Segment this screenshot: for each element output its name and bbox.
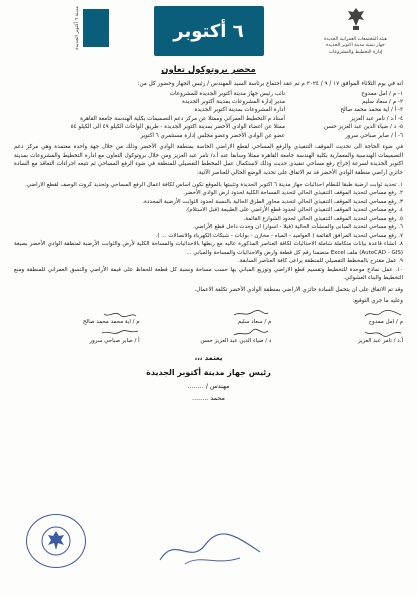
official-seal-icon <box>26 514 86 568</box>
signature-mark-icon <box>100 309 140 319</box>
attendee-row: ٥- د / ضياء الدين عبد العزيز حسن ممثلا عن اعضاء الوادي الأخضر بمدينة اكتوبر الجديدة - طريق الواحات الكيلو ٤٩ الى الكيلو ٥٤ <box>70 124 403 131</box>
city-mark-label: مدينة ٦ أكتوبر الجديدة <box>74 6 80 50</box>
city-logo <box>149 6 269 56</box>
list-item: ١. تحديد ثوابت ارضية طبقا للنظام احداثيات جهاز مدينة ٦ اكتوبر الجديدة وتثبيتها بالموقع تكون اساس لكافة اعمال الرفع المساحي وتحديد كروت الوصف لقطع الاراضي. <box>25 181 403 188</box>
signature-block: م / سعاد سليم <box>146 309 272 327</box>
attendee-row: ٦- أ / صابر صباحي سرور عضو عن الوادي الأخضر وعضو مجلس إدارة مستثمري ٦ اكتوبر <box>140 132 403 139</box>
issuer-line-1: هيئة المجتمعات العمرانية الجديدة <box>324 37 387 43</box>
city-logo-badge <box>154 6 264 56</box>
meeting-intro: انه في يوم الثلاثاء الموافق ١٧ / ٩ / ٢٠٢٤ م تم عقد اجتماع برئاسة السيد المهندس / رئيس الجهاز وحضور كل من: <box>137 80 403 87</box>
signature-block: م / اية محمد محمد صالح <box>14 309 140 327</box>
list-item: ٦. رفع مساحي لتحديد المبانى والمنشآت الحالية (فيلا - اسوار) ان وجدت داخل قطع الأراضي. <box>192 224 403 231</box>
list-item: ٨. انشاء قاعدة بيانات متكاملة شاملة الاحداثيات لكافة العناصر المذكورة عاليه مع ربطها بالاحداثيات والمساحة الكلية لأرض والثوابت الأرضية لمنطقة الوادي الأخضر بصيغة (AutoCAD - GIS) ملف Excel متضمنا رقم كل قطعة وارض والاحداثيات والمساحة والمباني ... <box>14 241 403 256</box>
list-item: ٢. رفع مساحي لتحديد الموقف التنفيذي الحالي لتحديد المساحة الكلية لحدود ارض الوادي الأخضر. <box>183 190 403 197</box>
approver-title: رئيس جهاز مدينة أكتوبر الجديدة <box>146 367 271 377</box>
city-logo-text: ٦ أكتوبر <box>173 20 244 42</box>
signature-block: م / امل ممدوح <box>277 309 403 327</box>
eagle-emblem-icon <box>344 6 368 32</box>
approver-name: محمد ........ <box>192 394 225 403</box>
issuer-line-2: جهاز تنمية مدينة اكتوبر الجديدة <box>326 43 385 49</box>
signature-mark-icon <box>100 328 140 338</box>
list-item: ٤. رفع مساحي لتحديد الموقف التنفيذي الحالي لحدود قطع الأراضي على الطبيعة (قبل الاستلام). <box>185 207 403 214</box>
signature-block: أ.د / تامر عبد العزيز <box>277 328 403 346</box>
signature-mark-icon <box>231 309 271 319</box>
attendee-row: ١- م / امل ممدوح نائب رئيس جهاز مدينة أكتوبر الجديدة للمشروعات <box>169 90 403 97</box>
work-items-list <box>14 181 403 283</box>
body-paragraph: في ضوء الحاجة الى تحديث الموقف التنفيذي والرفع المساحي لقطع الاراضي الخاصة بمنطقة الوادي الأخضر وذلك من خلال جهة واحدة معتمدة وهي مركز دعم التصميمات الهندسية والمعمارية بكلية الهندسة جامعة القاهرة ممثلا وسابقا عنه أ.د/ تامر عبد العزيز ومن خلال بروتوكول التعاون مع ادارة التخطيط والمشروعات بمدينة اكتوبر الجديدة لسرعة إخراج رفع مساحي تنفيذي حديث وذلك لاستكمال عمل المخطط التفصيلي للمنطقة في ضوء الرفع المساحي ثم تتبعه اجراءات التعاقد مع السادة حائزي اراضي منطقة الوادي الأخضر قد تم الاتفاق على تحديد الوضع الحالي للعناصر الآتية: <box>14 143 403 176</box>
issuer-block <box>308 6 403 56</box>
cost-agreement: وقد تم الاتفاق على ان يتحمل السادة حائزي الاراضي بمنطقة الوادي الأخضر تكلفة الاعمال. <box>194 286 403 293</box>
approval-block <box>14 352 403 404</box>
city-mark-icon <box>83 9 109 47</box>
attendee-row: ٢- م / سعاد سليم مدير إدارة المشروعات بمدينة أكتوبر الجديدة <box>182 98 403 105</box>
list-item: ٣. رفع مساحي لتحديد الموقف التنفيذي الحالي لتحديد محاور الطرق الحالية بالنسبة لحدود الثوابت الأرضية المحددة. <box>142 198 403 205</box>
list-item: ٧. رفع مساحي لتحديد المرافق القائمة ( العواميد - المياه - مخازن - بوابات - شبكات الكهرباء والاتصالات ... ). <box>155 232 403 239</box>
document-title: محضر بروتوكول تعاون <box>161 65 256 75</box>
issuer-line-3: إدارة التخطيط والمشروعات <box>328 49 383 55</box>
approval-label: يعتمد ،،، <box>194 353 223 362</box>
signature-mark-icon <box>363 328 403 338</box>
approver-signature-icon <box>155 530 265 570</box>
list-item: ٩. عمل مقترح بالمخطط التفصيلي للمنطقة يراعى كافة العناصر السابقة. <box>238 258 403 265</box>
attendee-row: ٤- أ.د / تامر عبد العزيز أستاذ م التخطيط العمراني وممثلا عن مركز دعم التصميمات بكلية الهندسة جامعة القاهرة <box>80 115 403 122</box>
city-mark <box>14 6 109 50</box>
signature-grid <box>14 309 403 346</box>
signature-mark-icon <box>363 309 403 319</box>
signature-mark-icon <box>231 328 271 338</box>
list-item: ١٠. عمل نماذج موحدة للتخطيط وتقسيم قطع الاراضي وتوزيع المباني بها حسب مساحة ونسبة كل قطعة للحفاظ على قيمة الأراضي والنسق العمراني للمنطقة ومنع التخطيط والبناء العشوائي. <box>14 266 403 282</box>
attendee-row: ٣- أ / اية محمد محمد صالح ادارة المشروعات بمدينة اكتوبر الجديدة <box>194 107 403 114</box>
signature-block: د / ضياء الدين عبد العزيز حسن <box>146 328 272 346</box>
list-item: ٥. رفع مساحي لتحديد الموقف التنفيذي الحالي لحدود الشوارع القائمة. <box>243 215 403 222</box>
document-header <box>14 6 403 62</box>
approver-engineer: مهندس / ........ <box>187 381 230 390</box>
attendee-list <box>14 90 403 140</box>
signature-block: أ / صابر صباحي سرور <box>14 328 140 346</box>
signing-statement: وعليه ما جري التوقيع: <box>352 298 403 305</box>
